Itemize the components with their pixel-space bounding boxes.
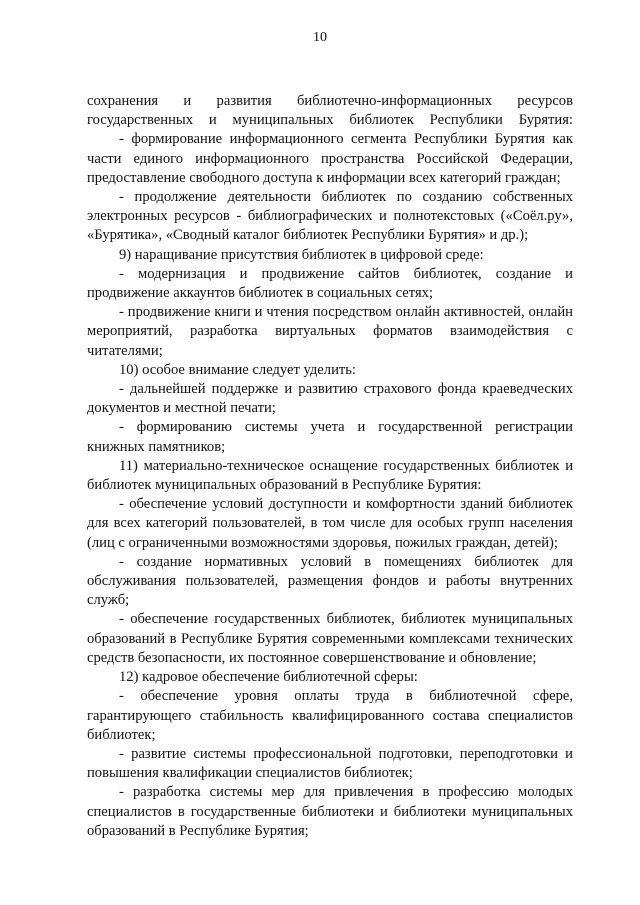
- page-number: 10: [313, 30, 327, 45]
- paragraph: - формированию системы учета и государственной регистрации книжных памятников;: [87, 419, 573, 455]
- paragraph: 9) наращивание присутствия библиотек в цифровой среде:: [119, 246, 484, 263]
- paragraph: - обеспечение уровня оплаты труда в библиотечной сфере, гарантирующего стабильность квалифицированного состава специалистов библиотек;: [87, 688, 573, 743]
- paragraph: сохранения и развития библиотечно-информационных ресурсов государственных и муниципальных библиотек Республики Бурятия:: [87, 93, 573, 129]
- paragraph: - обеспечение условий доступности и комфортности зданий библиотек для всех категорий пользователей, в том числе для особых групп населения (лиц с ограниченными возможностями здоровья, пожилых граждан, детей);: [87, 496, 573, 551]
- paragraph: - разработка системы мер для привлечения в профессию молодых специалистов в государственные библиотеки и библиотеки муниципальных образований в Республике Бурятия;: [87, 784, 573, 839]
- paragraph: - формирование информационного сегмента Республики Бурятия как части единого информационного пространства Российской Федерации, предоставление свободного доступа к информации всех категорий граждан;: [87, 131, 573, 186]
- paragraph: 12) кадровое обеспечение библиотечной сферы:: [119, 669, 418, 686]
- paragraph: - продвижение книги и чтения посредством онлайн активностей, онлайн мероприятий, разработка виртуальных форматов взаимодействия с читателями;: [87, 304, 573, 359]
- paragraph: - создание нормативных условий в помещениях библиотек для обслуживания пользователей, размещения фондов и работы внутренних служб;: [87, 553, 573, 609]
- paragraph: 10) особое внимание следует уделить:: [119, 361, 356, 378]
- paragraph: - обеспечение государственных библиотек, библиотек муниципальных образований в Республике Бурятия современными комплексами технических средств безопасности, их постоянное совершенствование и обновление;: [87, 611, 573, 666]
- paragraph: 11) материально-техническое оснащение государственных библиотек и библиотек муниципальных образований в Республике Бурятия:: [87, 457, 573, 494]
- paragraph: - дальнейшей поддержке и развитию страхового фонда краеведческих документов и местной печати;: [87, 381, 573, 417]
- paragraph: - модернизация и продвижение сайтов библиотек, создание и продвижение аккаунтов библиотек в социальных сетях;: [87, 265, 573, 302]
- paragraph: - продолжение деятельности библиотек по созданию собственных электронных ресурсов - библиографических и полнотекстовых («Соёл.ру», «Бурятика», «Сводный каталог библиотек Республики Бурятия» и др.);: [87, 189, 573, 244]
- body-text: [87, 92, 573, 841]
- paragraph: - развитие системы профессиональной подготовки, переподготовки и повышения квалификации специалистов библиотек;: [87, 745, 573, 782]
